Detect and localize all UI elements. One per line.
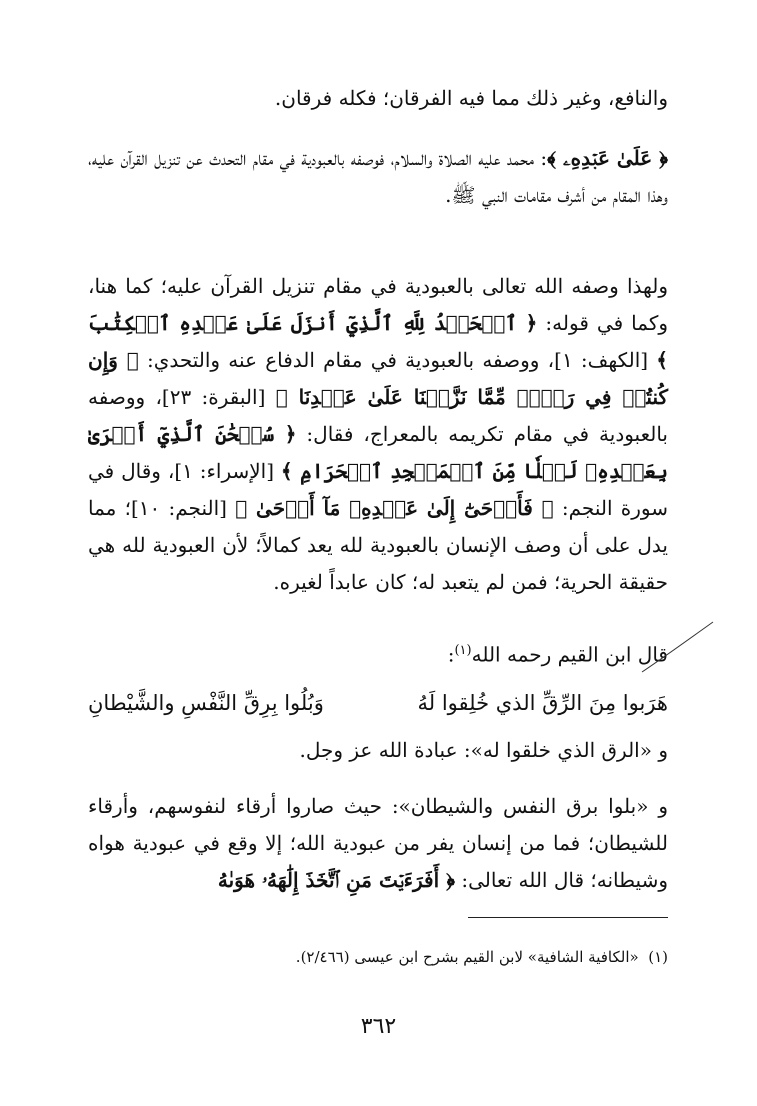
quran-quote-jathiyah: ﴿ أَفَرَءَيۡتَ مَنِ ٱتَّخَذَ إِلَٰهَهُۥ هَوَىٰهُ: [217, 868, 455, 892]
paragraph-2: [88, 140, 668, 214]
footnote-reference[interactable]: (١): [454, 643, 472, 658]
paragraph-1-text: والنافع، وغير ذلك مما فيه الفرقان؛ فكله فرقان.: [274, 86, 668, 110]
paragraph-3-text-1: ولهذا وصفه الله تعالى بالعبودية في مقام تنزيل القرآن عليه؛ كما هنا، وكما في قوله:: [88, 274, 668, 335]
paragraph-3: [88, 268, 668, 601]
quran-quote-baqarah: ﴿ وَإِن كُنتُمۡ فِي رَيۡبٖ مِّمَّا نَزَّلۡنَا عَلَىٰ عَبۡدِنَا ﴾: [88, 348, 668, 409]
footnote-number: (١): [648, 948, 668, 966]
quran-quote-isra: ﴿ سُبۡحَٰنَ ٱلَّذِيٓ أَسۡرَىٰ بِعَبۡدِهِۦ لَيۡلٗا مِّنَ ٱلۡمَسۡجِدِ ٱلۡحَرَامِ ﴾: [88, 422, 668, 483]
footnote-text: «الكافية الشافية» لابن القيم بشرح ابن عيسى (٢/٤٦٦).: [295, 948, 639, 966]
paragraph-2-text: : محمد عليه الصلاة والسلام، فوصفه بالعبودية في مقام التحدث عن تنزيل القرآن عليه، وهذا المقام من أشرف مقامات النبي ﷺ.: [88, 146, 668, 207]
margin-pen-mark: [640, 620, 715, 680]
quran-quote: ﴿ عَلَىٰ عَبۡدِهِۦ ﴾: [547, 146, 669, 170]
paragraph-5-text: و «بلوا برق النفس والشيطان»: حيث صاروا أرقاء لنفوسهم، وأرقاء للشيطان؛ فما من إنسان يفر من عبودية الله؛ إلا وقع في عبودية هواه وشيطانه؛ قال الله تعالى:: [88, 794, 668, 892]
poem-introduction-text: قال ابن القيم رحمه الله: [471, 642, 668, 667]
paragraph-1: [88, 80, 668, 117]
paragraph-3-text-2: [الكهف: ١]، ووصفه بالعبودية في مقام الدفاع عنه والتحدي:: [138, 348, 657, 372]
poem-introduction: [88, 632, 668, 674]
paragraph-5: [88, 788, 668, 899]
footnote: [88, 944, 668, 970]
quran-quote-kahf: ﴿ ٱلۡحَمۡدُ لِلَّهِ ٱلَّذِيٓ أَنزَلَ عَلَىٰ عَبۡدِهِ ٱلۡكِتَٰبَ ﴾: [88, 311, 668, 372]
paragraph-4: [88, 732, 668, 769]
paragraph-3-text-4: [الإسراء: ١]، وقال في سورة النجم:: [88, 459, 668, 520]
verse-second-hemistich: وَبُلُوا بِرِقِّ النَّفْسِ والشَّيْطانِ: [88, 691, 324, 715]
poem-introduction-colon: :: [447, 642, 455, 667]
footnote-divider: [468, 917, 668, 918]
paragraph-3-text-3: [البقرة: ٢٣]، ووصفه بالعبودية في مقام تكريمه بالمعراج، فقال:: [88, 385, 668, 446]
quran-quote-najm: ﴿ فَأَوۡحَىٰٓ إِلَىٰ عَبۡدِهِۦ مَآ أَوۡحَىٰ ﴾: [235, 496, 554, 520]
paragraph-3-text-5: [النجم: ١٠]؛ مما يدل على أن وصف الإنسان بالعبودية لله يعد كمالاً؛ لأن العبودية لله هي حقيقة الحرية؛ فمن لم يتعبد له؛ كان عابداً لغيره.: [88, 496, 668, 594]
verse-first-hemistich: هَرَبوا مِنَ الرِّقِّ الذي خُلِقوا لَهُ: [417, 691, 668, 715]
page-number: ٣٦٢: [360, 1014, 397, 1039]
poetry-verse: [88, 683, 668, 723]
paragraph-4-text: و «الرق الذي خلقوا له»: عبادة الله عز وجل.: [299, 738, 668, 762]
